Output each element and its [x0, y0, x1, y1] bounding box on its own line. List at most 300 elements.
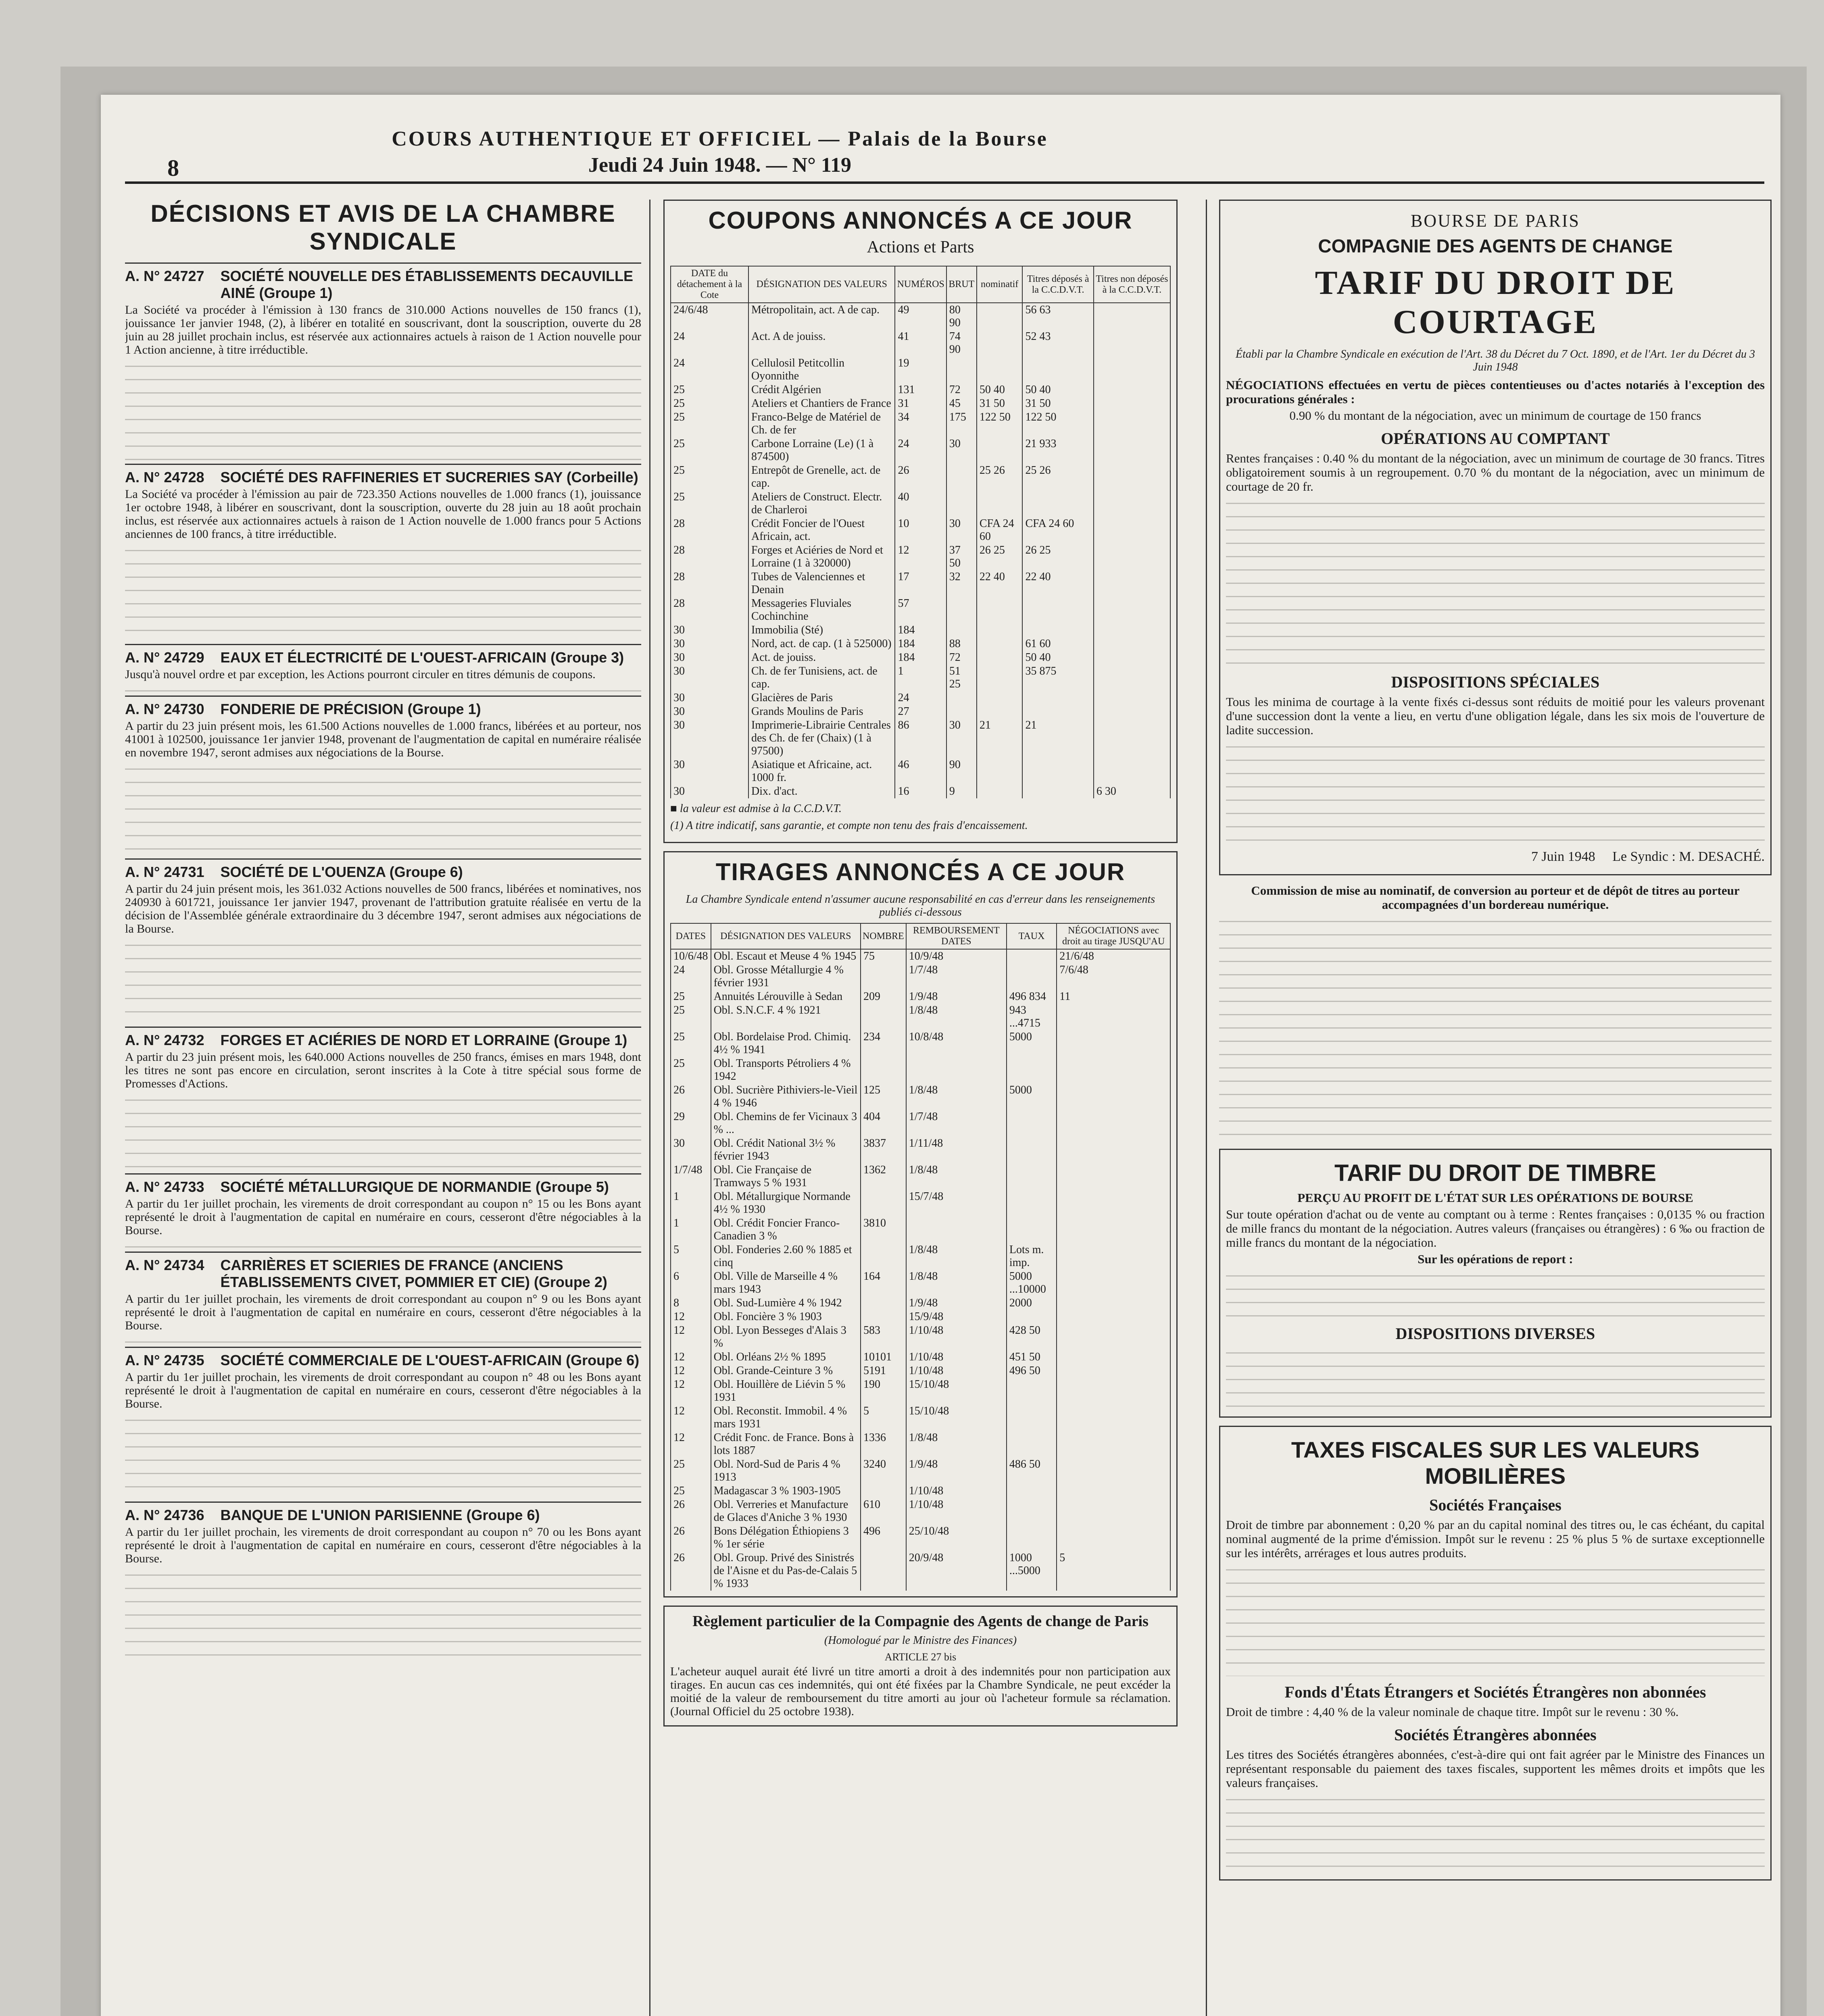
table-cell: 11	[1057, 990, 1170, 1004]
column-header: Titres non déposés à la C.C.D.V.T.	[1094, 266, 1170, 303]
table-row	[671, 691, 1170, 705]
table-cell: 21	[977, 719, 1023, 758]
table-row	[671, 1524, 1170, 1551]
table-cell	[1007, 1137, 1057, 1163]
table-cell: 1/7/48	[906, 963, 1007, 990]
decision-title: SOCIÉTÉ COMMERCIALE DE L'OUEST-AFRICAIN (Groupe 6)	[220, 1352, 640, 1368]
table-row	[671, 651, 1170, 664]
table-cell: 34	[895, 410, 946, 437]
table-cell: CFA 24 60	[977, 517, 1023, 544]
table-cell: 12	[895, 544, 946, 570]
table-cell	[1094, 637, 1170, 651]
table-cell: 45	[946, 397, 977, 410]
table-cell: Annuités Lérouville à Sedan	[711, 990, 861, 1004]
table-cell: 1/10/48	[906, 1324, 1007, 1350]
decision-number: A. N° 24727	[125, 268, 204, 284]
societes-etr-text: Les titres des Sociétés étrangères abonnées, c'est-à-dire qui ont fait agréer par le Ministre des Finances un représentant responsable du paiement des taxes fiscales, supportent les mêmes droits et impôts que les valeurs françaises.	[1226, 1747, 1765, 1790]
reglement-title: Règlement particulier de la Compagnie des Agents de change de Paris	[692, 1613, 1149, 1630]
table-cell	[1057, 1324, 1170, 1350]
decision-number: A. N° 24732	[125, 1032, 204, 1048]
table-cell: 164	[861, 1270, 906, 1296]
table-cell: 26	[671, 1083, 711, 1110]
table-row	[671, 1137, 1170, 1163]
table-cell: 1/7/48	[671, 1163, 711, 1190]
table-cell: Obl. Lyon Besseges d'Alais 3 %	[711, 1324, 861, 1350]
table-cell	[1094, 570, 1170, 597]
table-cell: Immobilia (Sté)	[748, 623, 895, 637]
decision-detail-text	[125, 1335, 641, 1343]
table-cell: Obl. Transports Pétroliers 4 % 1942	[711, 1057, 861, 1083]
table-cell: Madagascar 3 % 1903-1905	[711, 1484, 861, 1498]
table-cell: Crédit Algérien	[748, 383, 895, 397]
decision-number: A. N° 24736	[125, 1507, 204, 1523]
table-cell: 943 ...4715	[1007, 1004, 1057, 1030]
table-cell: 30	[946, 437, 977, 464]
newspaper-page	[101, 95, 1780, 2016]
commission-text	[1219, 915, 1772, 1141]
decision-text: A partir du 23 juin présent mois, les 61.500 Actions nouvelles de 1.000 francs, libérées et au porteur, nos 41001 à 102500, jouissance 1er janvier 1948, provenant de l'augmentation de capital en numéraire réalisée en novembre 1947, seront admises aux négociations de la Bourse.	[125, 719, 641, 759]
table-cell: 50 40	[977, 383, 1023, 397]
table-cell	[1057, 1484, 1170, 1498]
table-cell: 40	[895, 490, 946, 517]
decision-head	[125, 649, 641, 666]
table-row	[671, 1163, 1170, 1190]
table-cell: 32	[946, 570, 977, 597]
table-cell	[1022, 597, 1093, 623]
table-cell: 30	[671, 705, 748, 719]
table-row	[671, 758, 1170, 785]
table-cell: 52 43	[1022, 330, 1093, 356]
column-header: DÉSIGNATION DES VALEURS	[711, 923, 861, 949]
table-cell: Ch. de fer Tunisiens, act. de cap.	[748, 664, 895, 691]
bourse-label: BOURSE DE PARIS	[1411, 211, 1580, 231]
table-cell: 25	[671, 1484, 711, 1498]
signature-line	[1226, 849, 1765, 864]
table-cell: 451 50	[1007, 1350, 1057, 1364]
societes-fr-text: Droit de timbre par abonnement : 0,20 % par an du capital nominal des titres ou, le cas échéant, du capital nominal augmenté de la prime d'émission. Impôt sur le revenu : 25 % plus 5 % de surtaxe exceptionnelle sur les intérêts, arrérages et lous autres produits.	[1226, 1518, 1765, 1560]
table-cell: 125	[861, 1083, 906, 1110]
table-cell	[861, 1296, 906, 1310]
table-cell	[1007, 1163, 1057, 1190]
decision-head	[125, 864, 641, 881]
decision-text: A partir du 24 juin présent mois, les 361.032 Actions nouvelles de 500 francs, libérées et nominatives, nos 240930 à 601721, jouissance 1er janvier 1947, provenant de l'attribution gratuite réalisée en vertu de la décision de l'Assemblée générale extraordinaire du 3 décembre 1947, seront admises aux négociations de la Bourse.	[125, 882, 641, 935]
table-cell	[1094, 410, 1170, 437]
table-cell: Obl. S.N.C.F. 4 % 1921	[711, 1004, 861, 1030]
table-row	[671, 785, 1170, 798]
table-cell: 7/6/48	[1057, 963, 1170, 990]
table-cell: 1/8/48	[906, 1083, 1007, 1110]
table-cell	[1007, 1057, 1057, 1083]
table-cell	[1094, 397, 1170, 410]
table-cell: 28	[671, 570, 748, 597]
table-row	[671, 490, 1170, 517]
table-row	[671, 705, 1170, 719]
compagnie-label: COMPAGNIE DES AGENTS DE CHANGE	[1318, 235, 1673, 256]
table-cell	[1057, 1364, 1170, 1378]
table-cell: 72	[946, 651, 977, 664]
table-cell: 1/10/48	[906, 1364, 1007, 1378]
table-cell: 10101	[861, 1350, 906, 1364]
decisions-list	[125, 262, 641, 1668]
table-row	[671, 597, 1170, 623]
table-cell: 74 90	[946, 330, 977, 356]
table-cell	[861, 1004, 906, 1030]
table-cell: 12	[671, 1431, 711, 1458]
table-cell: 5000	[1007, 1083, 1057, 1110]
table-cell	[977, 437, 1023, 464]
tirages-box	[663, 851, 1178, 1597]
table-cell	[1057, 1057, 1170, 1083]
table-cell: Obl. Crédit Foncier Franco-Canadien 3 %	[711, 1216, 861, 1243]
decision-head	[125, 1507, 641, 1524]
table-cell: 20/9/48	[906, 1551, 1007, 1591]
table-cell: 1/10/48	[906, 1350, 1007, 1364]
decision-item	[125, 644, 641, 696]
table-cell	[1094, 490, 1170, 517]
decision-item	[125, 696, 641, 858]
table-cell	[977, 330, 1023, 356]
table-cell	[1007, 1404, 1057, 1431]
timbre-text: Sur toute opération d'achat ou de vente au comptant ou à terme : Rentes françaises : 0,0135 % ou fraction de mille francs du montant de la négociation. Autres valeurs (françaises ou étrangères) : 6 ‰ ou fraction de mille francs du montant de la négociation.	[1226, 1207, 1765, 1250]
decision-title: BANQUE DE L'UNION PARISIENNE (Groupe 6)	[220, 1507, 540, 1523]
table-cell	[946, 597, 977, 623]
table-cell	[906, 1216, 1007, 1243]
table-cell: 30	[671, 691, 748, 705]
table-cell: 25	[671, 1030, 711, 1057]
table-row	[671, 719, 1170, 758]
table-cell: 80 90	[946, 303, 977, 330]
table-cell: 22 40	[977, 570, 1023, 597]
table-row	[671, 1324, 1170, 1350]
table-cell: 25	[671, 1057, 711, 1083]
table-cell: Obl. Sucrière Pithiviers-le-Vieil 4 % 1946	[711, 1083, 861, 1110]
table-cell	[1094, 356, 1170, 383]
table-cell: Obl. Reconstit. Immobil. 4 % mars 1931	[711, 1404, 861, 1431]
table-cell: 234	[861, 1030, 906, 1057]
commission-title: Commission de mise au nominatif, de conversion au porteur et de dépôt de titres au porteur accompagnées d'un bordereau numérique.	[1251, 883, 1740, 912]
column-header: nominatif	[977, 266, 1023, 303]
table-cell: 496	[861, 1524, 906, 1551]
decisions-column	[125, 200, 650, 2016]
table-cell: Cellulosil Petitcollin Oyonnithe	[748, 356, 895, 383]
table-cell	[977, 664, 1023, 691]
table-cell: Asiatique et Africaine, act. 1000 fr.	[748, 758, 895, 785]
table-cell: 184	[895, 623, 946, 637]
table-cell: 5	[1057, 1551, 1170, 1591]
table-cell	[1057, 1004, 1170, 1030]
tarif-column	[1206, 200, 1772, 2016]
table-cell: Obl. Houillère de Liévin 5 % 1931	[711, 1378, 861, 1404]
table-cell	[1022, 785, 1093, 798]
fonds-etrangers-title: Fonds d'États Étrangers et Sociétés Étrangères non abonnées	[1284, 1683, 1706, 1701]
table-cell: CFA 24 60	[1022, 517, 1093, 544]
table-cell: 19	[895, 356, 946, 383]
table-cell	[946, 705, 977, 719]
decision-title: CARRIÈRES ET SCIERIES DE FRANCE (ANCIENS ÉTABLISSEMENTS CIVET, POMMIER ET CIE) (Groupe 2)	[220, 1257, 607, 1290]
tirages-table	[670, 923, 1171, 1591]
coupons-notes	[670, 802, 1171, 832]
table-cell: Forges et Aciéries de Nord et Lorraine (1 à 320000)	[748, 544, 895, 570]
table-cell: 26	[671, 1524, 711, 1551]
timbre-diverses: DISPOSITIONS DIVERSES	[1395, 1325, 1595, 1343]
coupons-box	[663, 200, 1178, 843]
table-row	[671, 383, 1170, 397]
table-cell: 30	[671, 719, 748, 758]
table-cell	[946, 623, 977, 637]
table-cell	[977, 637, 1023, 651]
timbre-box	[1219, 1149, 1772, 1418]
table-cell: Obl. Nord-Sud de Paris 4 % 1913	[711, 1458, 861, 1484]
table-cell: 25	[671, 1458, 711, 1484]
table-row	[671, 356, 1170, 383]
table-cell: Obl. Grosse Métallurgie 4 % février 1931	[711, 963, 861, 990]
table-cell: 25 26	[1022, 464, 1093, 490]
table-cell	[1057, 1083, 1170, 1110]
table-cell: 12	[671, 1310, 711, 1324]
taxes-title: TAXES FISCALES SUR LES VALEURS MOBILIÈRES	[1291, 1437, 1700, 1489]
table-cell: 5000 ...10000	[1007, 1270, 1057, 1296]
comptant-text: Rentes françaises : 0.40 % du montant de la négociation, avec un minimum de courtage de 30 francs. Titres obligatoirement soumis à un regroupement. 0.70 % du montant de la négociation, avec un minimum de courtage de 20 fr.	[1226, 451, 1765, 494]
column-header: DATES	[671, 923, 711, 949]
table-cell	[1057, 1431, 1170, 1458]
table-cell: 22 40	[1022, 570, 1093, 597]
table-cell	[1094, 597, 1170, 623]
table-cell	[1007, 949, 1057, 963]
table-cell: Obl. Métallurgique Normande 4½ % 1930	[711, 1190, 861, 1216]
table-cell: 46	[895, 758, 946, 785]
decision-detail-text	[125, 360, 641, 460]
column-header: NOMBRE	[861, 923, 906, 949]
table-cell: Crédit Foncier de l'Ouest Africain, act.	[748, 517, 895, 544]
table-cell: 428 50	[1007, 1324, 1057, 1350]
table-cell: 26 25	[1022, 544, 1093, 570]
table-row	[671, 1404, 1170, 1431]
table-cell	[1057, 1216, 1170, 1243]
decision-head	[125, 1179, 641, 1195]
header-rule	[125, 181, 1764, 184]
table-cell	[1094, 705, 1170, 719]
table-cell: 15/9/48	[906, 1310, 1007, 1324]
table-cell: 30	[671, 623, 748, 637]
table-cell	[1057, 1270, 1170, 1296]
table-cell: 28	[671, 544, 748, 570]
table-cell: 24/6/48	[671, 303, 748, 330]
table-cell: Obl. Sud-Lumière 4 % 1942	[711, 1296, 861, 1310]
table-cell: Obl. Verreries et Manufacture de Glaces d'Aniche 3 % 1930	[711, 1498, 861, 1524]
table-cell: 1	[895, 664, 946, 691]
table-cell	[1057, 1458, 1170, 1484]
table-cell: 31	[895, 397, 946, 410]
decision-detail-text	[125, 1240, 641, 1248]
column-header: REMBOURSEMENT DATES	[906, 923, 1007, 949]
table-row	[671, 637, 1170, 651]
table-cell: 30	[946, 517, 977, 544]
table-cell: 175	[946, 410, 977, 437]
table-cell	[1057, 1110, 1170, 1137]
table-cell: 5	[671, 1243, 711, 1270]
table-cell: Obl. Fonderies 2.60 % 1885 et cinq	[711, 1243, 861, 1270]
table-cell: Obl. Foncière 3 % 1903	[711, 1310, 861, 1324]
table-cell	[977, 691, 1023, 705]
table-cell: 122 50	[1022, 410, 1093, 437]
decision-item	[125, 1252, 641, 1347]
table-cell	[946, 691, 977, 705]
table-cell: Dix. d'act.	[748, 785, 895, 798]
timbre-subtitle: PERÇU AU PROFIT DE L'ÉTAT SUR LES OPÉRATIONS DE BOURSE	[1297, 1191, 1693, 1205]
table-row	[671, 1431, 1170, 1458]
decision-number: A. N° 24734	[125, 1257, 204, 1273]
decision-text: A partir du 1er juillet prochain, les virements de droit correspondant au coupon n° 15 ou les Bons ayant représenté le droit à l'augmentation de capital en numéraire en cours, cesseront d'être négociables à la Bourse.	[125, 1197, 641, 1237]
table-cell: 31 50	[977, 397, 1023, 410]
table-row	[671, 517, 1170, 544]
table-row	[671, 330, 1170, 356]
table-cell: 5	[861, 1404, 906, 1431]
table-cell: 12	[671, 1364, 711, 1378]
reglement-subtitle: (Homologué par le Ministre des Finances)	[824, 1634, 1017, 1647]
syndic-name: Le Syndic : M. DESACHÉ.	[1612, 849, 1765, 864]
table-cell: 26	[671, 1551, 711, 1591]
decision-item	[125, 858, 641, 1027]
table-cell: 1/8/48	[906, 1004, 1007, 1030]
table-cell	[1007, 1110, 1057, 1137]
table-cell	[1094, 664, 1170, 691]
table-cell: 17	[895, 570, 946, 597]
table-cell	[861, 963, 906, 990]
decision-text: A partir du 1er juillet prochain, les virements de droit correspondant au coupon n° 9 ou les Bons ayant représenté le droit à l'augmentation de capital en numéraire en cours, cesseront d'être négociables à la Bourse.	[125, 1292, 641, 1332]
decision-detail-text	[125, 1568, 641, 1665]
table-cell	[906, 1057, 1007, 1083]
table-cell	[1057, 1137, 1170, 1163]
table-row	[671, 1030, 1170, 1057]
table-cell: Obl. Crédit National 3½ % février 1943	[711, 1137, 861, 1163]
table-cell: Crédit Fonc. de France. Bons à lots 1887	[711, 1431, 861, 1458]
table-cell: 29	[671, 1110, 711, 1137]
table-cell: 24	[671, 963, 711, 990]
table-cell	[1094, 464, 1170, 490]
decision-number: A. N° 24735	[125, 1352, 204, 1368]
table-cell: 5191	[861, 1364, 906, 1378]
table-cell: 25	[671, 1004, 711, 1030]
decision-text: A partir du 1er juillet prochain, les virements de droit correspondant au coupon n° 70 ou les Bons ayant représenté le droit à l'augmentation de capital en numéraire en cours, cesseront d'être négociables à la Bourse.	[125, 1525, 641, 1565]
table-row	[671, 1270, 1170, 1296]
decision-number: A. N° 24729	[125, 649, 204, 666]
column-header: DÉSIGNATION DES VALEURS	[748, 266, 895, 303]
table-cell: 1/7/48	[906, 1110, 1007, 1137]
table-cell: Ateliers de Construct. Electr. de Charleroi	[748, 490, 895, 517]
table-cell: 61 60	[1022, 637, 1093, 651]
table-cell: 25	[671, 397, 748, 410]
societes-etr-title: Sociétés Étrangères abonnées	[1394, 1726, 1597, 1744]
table-cell	[861, 1310, 906, 1324]
table-cell: 28	[671, 597, 748, 623]
table-cell	[1022, 490, 1093, 517]
table-cell: Ateliers et Chantiers de France	[748, 397, 895, 410]
table-cell: 26	[671, 1498, 711, 1524]
decisions-title: DÉCISIONS ET AVIS DE LA CHAMBRE SYNDICALE	[150, 200, 616, 255]
table-cell: 8	[671, 1296, 711, 1310]
table-cell: 41	[895, 330, 946, 356]
table-cell: 24	[671, 330, 748, 356]
table-cell: 486 50	[1007, 1458, 1057, 1484]
table-cell: 583	[861, 1324, 906, 1350]
table-cell	[1022, 705, 1093, 719]
table-row	[671, 1110, 1170, 1137]
table-cell	[946, 464, 977, 490]
table-cell: 209	[861, 990, 906, 1004]
table-row	[671, 1004, 1170, 1030]
table-cell	[977, 651, 1023, 664]
table-cell: Obl. Chemins de fer Vicinaux 3 % ...	[711, 1110, 861, 1137]
table-cell: 404	[861, 1110, 906, 1137]
table-cell: 24	[895, 691, 946, 705]
table-cell	[861, 1057, 906, 1083]
societes-fr-detail	[1226, 1563, 1765, 1676]
table-cell	[1057, 1163, 1170, 1190]
table-cell: Obl. Escaut et Meuse 4 % 1945	[711, 949, 861, 963]
table-cell	[1094, 623, 1170, 637]
timbre-diverses-text	[1226, 1346, 1765, 1411]
table-row	[671, 303, 1170, 330]
table-cell: 50 40	[1022, 651, 1093, 664]
table-cell: Obl. Ville de Marseille 4 % mars 1943	[711, 1270, 861, 1296]
table-cell: 30	[946, 719, 977, 758]
table-cell: Bons Délégation Éthiopiens 3 % 1er série	[711, 1524, 861, 1551]
decision-number: A. N° 24730	[125, 701, 204, 717]
column-header: NUMÉROS	[895, 266, 946, 303]
decision-head	[125, 1352, 641, 1369]
negociations-text: 0.90 % du montant de la négociation, avec un minimum de courtage de 150 francs	[1289, 408, 1701, 423]
table-cell: 1000 ...5000	[1007, 1551, 1057, 1591]
table-cell: Carbone Lorraine (Le) (1 à 874500)	[748, 437, 895, 464]
dispositions-detail-text	[1226, 740, 1765, 845]
reglement-text: L'acheteur auquel aurait été livré un titre amorti a droit à des indemnités pour non participation aux tirages. En aucun cas ces indemnités, qui ont été fixées par la Chambre Syndicale, ne peut excéder la moitié de la valeur de remboursement du titre amorti au jour où l'acheteur formule sa réclamation. (Journal Officiel du 25 octobre 1938).	[670, 1665, 1171, 1718]
coupons-table	[670, 266, 1171, 798]
decision-detail-text	[125, 544, 641, 641]
table-cell: 1/9/48	[906, 1458, 1007, 1484]
table-row	[671, 464, 1170, 490]
tirages-title: TIRAGES ANNONCÉS A CE JOUR	[715, 858, 1126, 885]
table-cell	[977, 490, 1023, 517]
table-cell: 28	[671, 517, 748, 544]
fonds-text: Droit de timbre : 4,40 % de la valeur nominale de chaque titre. Impôt sur le revenu : 30 %.	[1226, 1705, 1679, 1719]
comptant-title: OPÉRATIONS AU COMPTANT	[1381, 429, 1610, 448]
decision-title: SOCIÉTÉ DE L'OUENZA (Groupe 6)	[220, 864, 463, 880]
table-row	[671, 963, 1170, 990]
table-cell	[1057, 1378, 1170, 1404]
table-cell: 1/8/48	[906, 1270, 1007, 1296]
table-cell	[1094, 544, 1170, 570]
table-cell: 90	[946, 758, 977, 785]
coupons-title: COUPONS ANNONCÉS A CE JOUR	[708, 207, 1133, 234]
table-cell: 25/10/48	[906, 1524, 1007, 1551]
table-cell: 12	[671, 1324, 711, 1350]
coupon-note: ■ la valeur est admise à la C.C.D.V.T.	[670, 802, 842, 815]
table-cell	[1007, 1190, 1057, 1216]
tirages-subtitle: La Chambre Syndicale entend n'assumer aucune responsabilité en cas d'erreur dans les renseignements publiés ci-dessous	[686, 893, 1155, 918]
tarif-subtitle: Établi par la Chambre Syndicale en exécution de l'Art. 38 du Décret du 7 Oct. 1890, et de l'Art. 1er du Décret du 3 Juin 1948	[1235, 348, 1755, 373]
table-row	[671, 1378, 1170, 1404]
societes-fr-title: Sociétés Françaises	[1429, 1496, 1561, 1514]
table-cell: 10	[895, 517, 946, 544]
decision-title: FORGES ET ACIÉRIES DE NORD ET LORRAINE (Groupe 1)	[220, 1032, 627, 1048]
table-cell	[1057, 1350, 1170, 1364]
table-cell	[861, 1551, 906, 1591]
table-cell: Obl. Bordelaise Prod. Chimiq. 4½ % 1941	[711, 1030, 861, 1057]
page-number: 8	[167, 155, 179, 181]
table-cell	[1057, 1296, 1170, 1310]
table-cell: Glacières de Paris	[748, 691, 895, 705]
table-cell: 26 25	[977, 544, 1023, 570]
